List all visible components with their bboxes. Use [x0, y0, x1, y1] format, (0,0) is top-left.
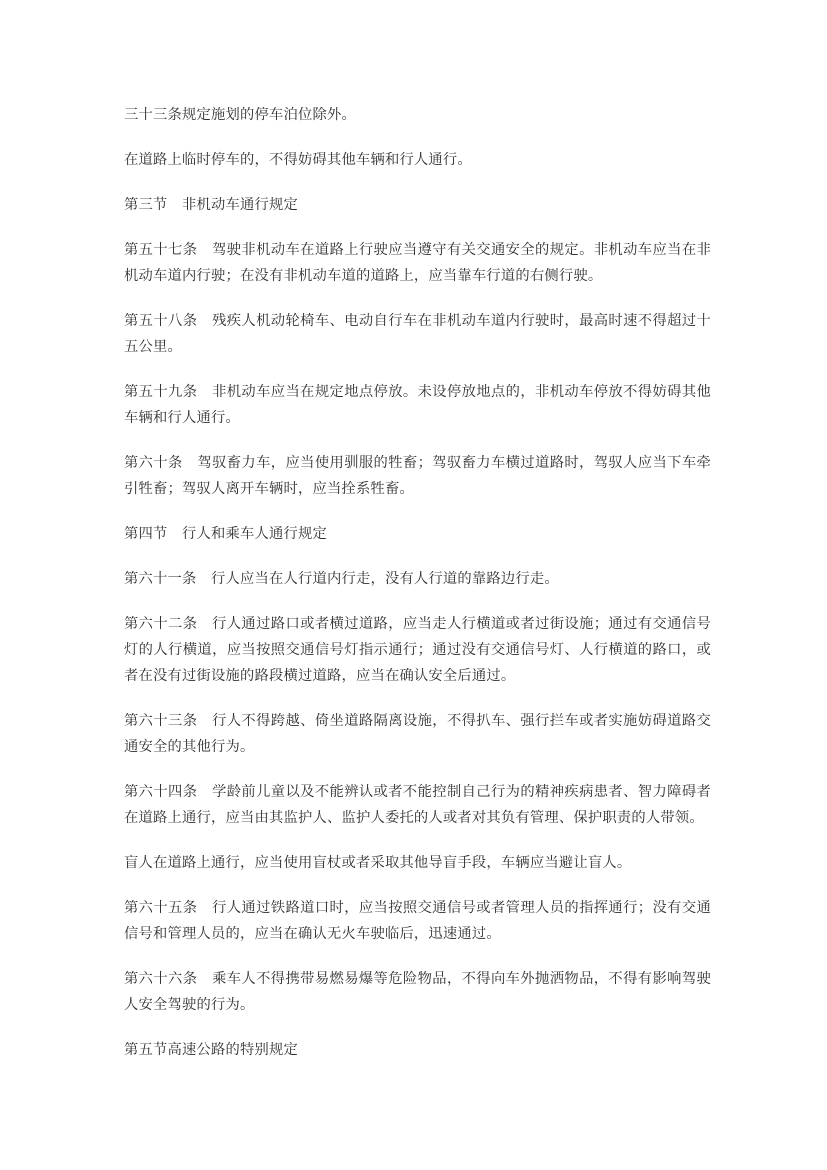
paragraph-article-59: 第五十九条 非机动车应当在规定地点停放。未设停放地点的，非机动车停放不得妨碍其他车辆和行人通行。	[124, 384, 711, 426]
paragraph-continuation-1: 三十三条规定施划的停车泊位除外。	[124, 107, 356, 123]
paragraph-article-57: 第五十七条 驾驶非机动车在道路上行驶应当遵守有关交通安全的规定。非机动车应当在非机动车道内行驶；在没有非机动车道的道路上，应当靠车行道的右侧行驶。	[124, 242, 711, 284]
paragraph-article-62: 第六十二条 行人通过路口或者横过道路，应当走人行横道或者过街设施；通过有交通信号灯的人行横道，应当按照交通信号灯指示通行；通过没有交通信号灯、人行横道的路口，或者在没有过街设施的路段横过道路，应当在确认安全后通过。	[124, 616, 711, 684]
paragraph-article-63: 第六十三条 行人不得跨越、倚坐道路隔离设施，不得扒车、强行拦车或者实施妨碍道路交通安全的其他行为。	[124, 713, 711, 755]
section-heading-5: 第五节高速公路的特别规定	[124, 1042, 298, 1058]
section-heading-3: 第三节 非机动车通行规定	[124, 197, 298, 213]
document-body	[124, 102, 711, 1063]
paragraph-article-61: 第六十一条 行人应当在人行道内行走，没有人行道的靠路边行走。	[124, 571, 559, 587]
paragraph-article-64-2: 盲人在道路上通行，应当使用盲杖或者采取其他导盲手段，车辆应当避让盲人。	[124, 855, 632, 871]
paragraph-article-65: 第六十五条 行人通过铁路道口时，应当按照交通信号或者管理人员的指挥通行；没有交通信号和管理人员的，应当在确认无火车驶临后，迅速通过。	[124, 900, 711, 942]
paragraph-continuation-2: 在道路上临时停车的，不得妨碍其他车辆和行人通行。	[124, 152, 472, 168]
paragraph-article-64: 第六十四条 学龄前儿童以及不能辨认或者不能控制自己行为的精神疾病患者、智力障碍者在道路上通行，应当由其监护人、监护人委托的人或者对其负有管理、保护职责的人带领。	[124, 784, 711, 826]
paragraph-article-66: 第六十六条 乘车人不得携带易燃易爆等危险物品，不得向车外抛洒物品，不得有影响驾驶人安全驾驶的行为。	[124, 971, 711, 1013]
section-heading-4: 第四节 行人和乘车人通行规定	[124, 526, 327, 542]
paragraph-article-58: 第五十八条 残疾人机动轮椅车、电动自行车在非机动车道内行驶时，最高时速不得超过十五公里。	[124, 313, 711, 355]
paragraph-article-60: 第六十条 驾驭畜力车，应当使用驯服的牲畜；驾驭畜力车横过道路时，驾驭人应当下车牵引牲畜；驾驭人离开车辆时，应当拴系牲畜。	[124, 455, 711, 497]
